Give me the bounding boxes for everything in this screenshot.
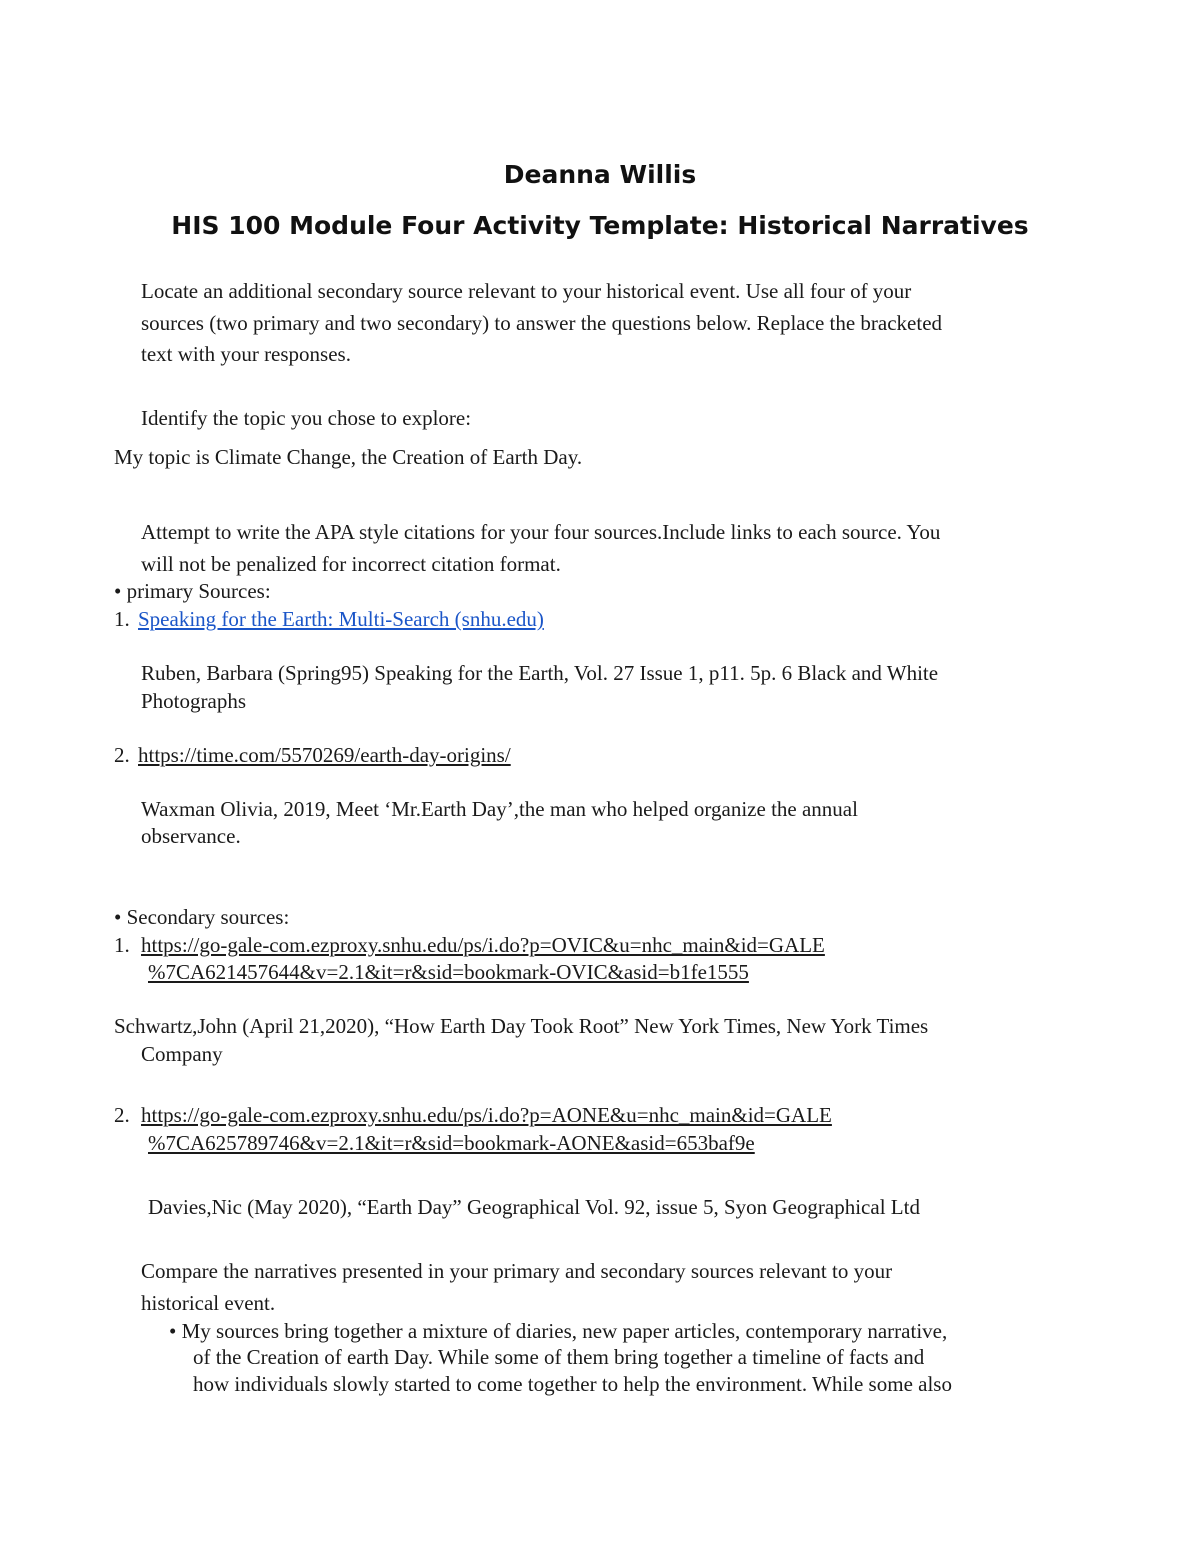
compare-answer-line: of the Creation of earth Day. While some of them bring together a timeline of facts and [193,1345,925,1369]
primary-source-link[interactable]: Speaking for the Earth: Multi-Search (snhu.edu) [138,607,544,631]
secondary-source-link[interactable]: %7CA621457644&v=2.1&it=r&sid=bookmark-OVIC&asid=b1fe1555 [148,960,749,984]
primary-source-number: 2. [114,743,130,767]
intro-line: text with your responses. [141,342,351,366]
primary-sources-heading: • primary Sources: [114,579,271,603]
secondary-source-link[interactable]: %7CA625789746&v=2.1&it=r&sid=bookmark-AONE&asid=653baf9e [148,1131,755,1155]
topic-prompt: Identify the topic you chose to explore: [141,406,472,430]
secondary-source-link[interactable]: https://go-gale-com.ezproxy.snhu.edu/ps/i.do?p=OVIC&u=nhc_main&id=GALE [141,933,825,957]
compare-prompt-line: historical event. [141,1291,276,1315]
primary-source-citation: Photographs [141,689,246,713]
primary-source-link[interactable]: https://time.com/5570269/earth-day-origins/ [138,743,511,767]
primary-source-citation: Ruben, Barbara (Spring95) Speaking for the Earth, Vol. 27 Issue 1, p11. 5p. 6 Black and White [141,661,939,685]
secondary-source-number: 2. [114,1103,130,1127]
secondary-source-citation: Davies,Nic (May 2020), “Earth Day” Geographical Vol. 92, issue 5, Syon Geographical Ltd [148,1195,920,1219]
citations-prompt-line: will not be penalized for incorrect citation format. [141,552,561,576]
citations-prompt-line: Attempt to write the APA style citations for your four sources.Include links to each source. You [141,520,941,544]
intro-line: Locate an additional secondary source relevant to your historical event. Use all four of your [141,279,912,303]
primary-source-number: 1. [114,607,130,631]
secondary-sources-heading: • Secondary sources: [114,905,290,929]
secondary-source-citation: Schwartz,John (April 21,2020), “How Earth Day Took Root” New York Times, New York Times [114,1014,929,1038]
author-name: Deanna Willis [503,160,697,189]
secondary-source-number: 1. [114,933,130,957]
primary-source-citation: Waxman Olivia, 2019, Meet ‘Mr.Earth Day’,the man who helped organize the annual [141,797,858,821]
intro-line: sources (two primary and two secondary) to answer the questions below. Replace the bracketed [141,311,943,335]
document-title: HIS 100 Module Four Activity Template: Historical Narratives [171,211,1029,240]
secondary-source-citation: Company [141,1042,223,1066]
secondary-source-link[interactable]: https://go-gale-com.ezproxy.snhu.edu/ps/i.do?p=AONE&u=nhc_main&id=GALE [141,1103,832,1127]
compare-answer-line: how individuals slowly started to come together to help the environment. While some also [193,1372,952,1396]
primary-source-citation: observance. [141,824,241,848]
topic-answer: My topic is Climate Change, the Creation of Earth Day. [114,445,583,469]
compare-prompt-line: Compare the narratives presented in your primary and secondary sources relevant to your [141,1259,893,1283]
compare-answer-line: • My sources bring together a mixture of diaries, new paper articles, contemporary narrative, [169,1319,948,1343]
